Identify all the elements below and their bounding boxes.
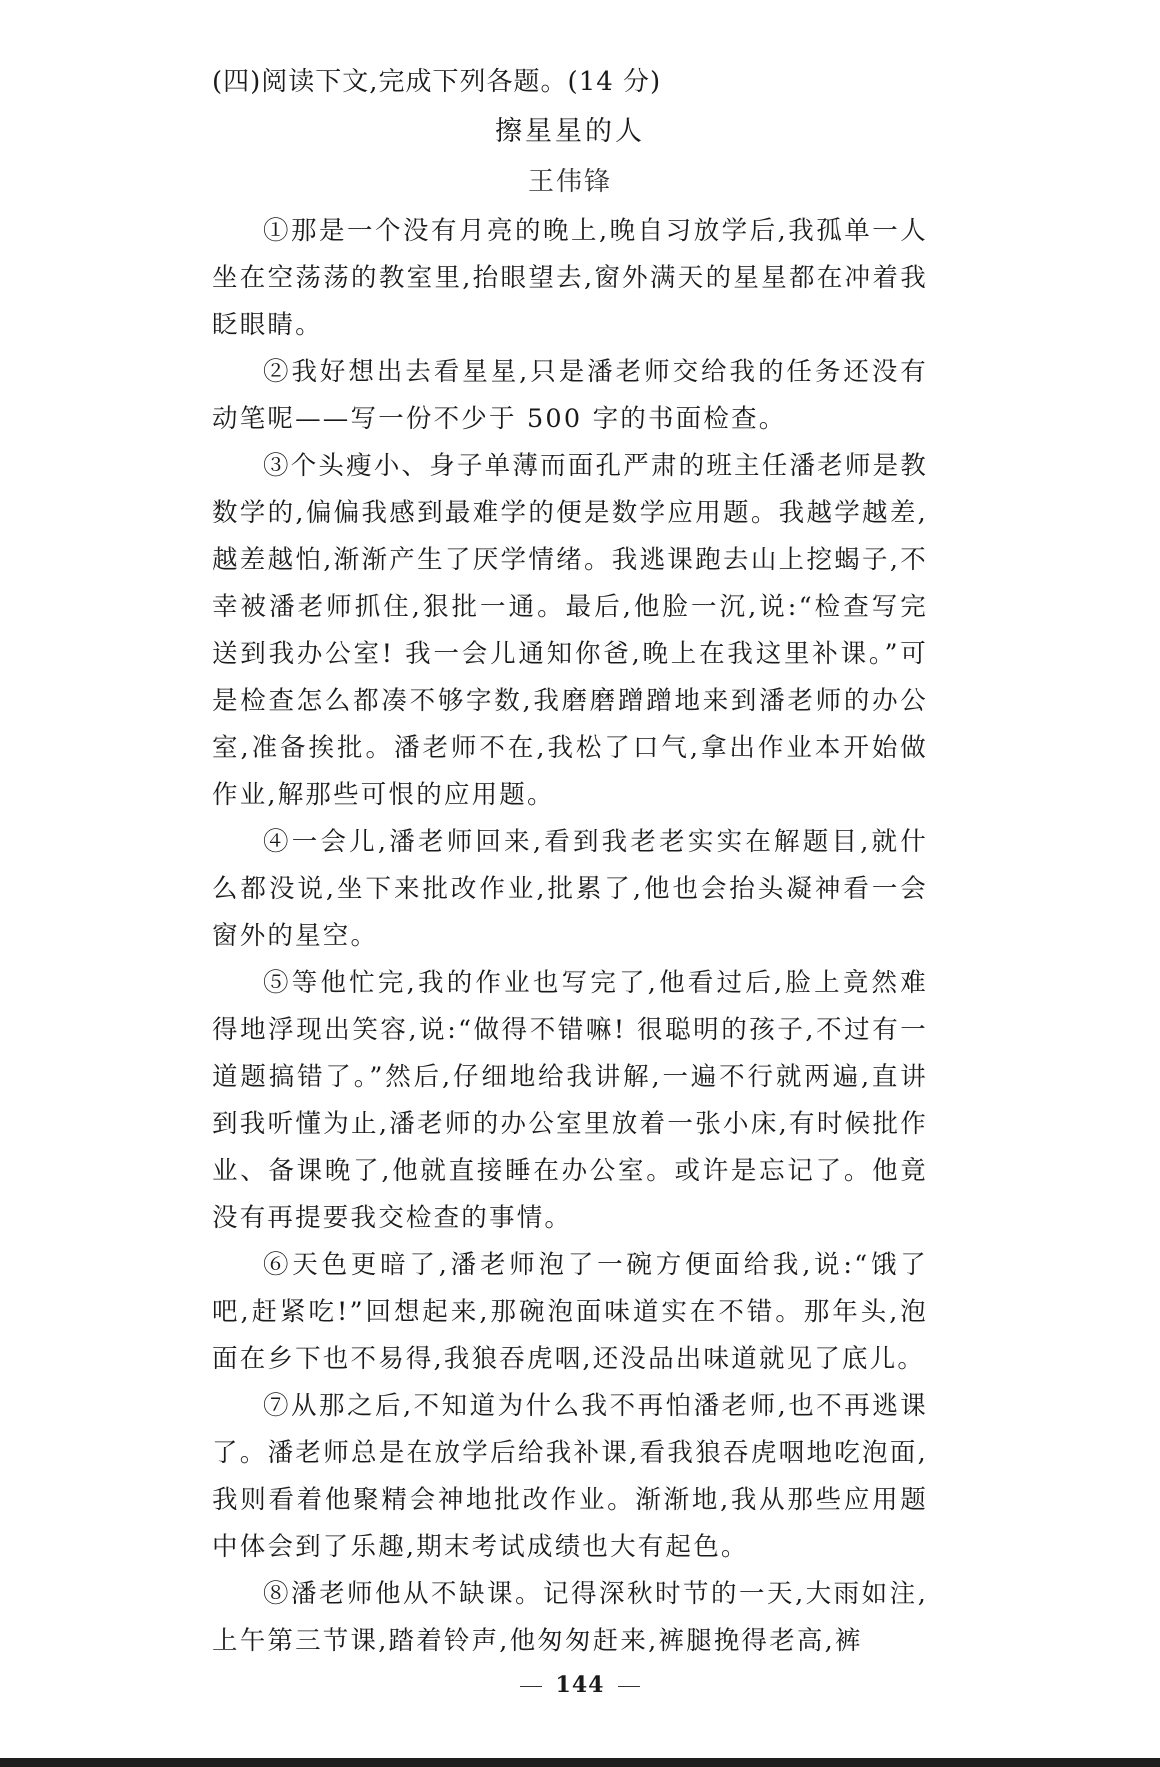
paragraph-4: ④一会儿,潘老师回来,看到我老老实实在解题目,就什么都没说,坐下来批改作业,批累了,他也会抬头凝神看一会窗外的星空。 <box>212 827 928 951</box>
bottom-edge-bar <box>0 1758 1160 1767</box>
paragraph-1: ①那是一个没有月亮的晚上,晚自习放学后,我孤单一人坐在空荡荡的教室里,抬眼望去,窗外满天的星星都在冲着我眨眼睛。 <box>212 216 928 340</box>
paragraph-3: ③个头瘦小、身子单薄而面孔严肃的班主任潘老师是教数学的,偏偏我感到最难学的便是数学应用题。我越学越差,越差越怕,渐渐产生了厌学情绪。我逃课跑去山上挖蝎子,不幸被潘老师抓住,狠批一通。最后,他脸一沉,说:“检查写完送到我办公室! 我一会儿通知你爸,晚上在我这里补课。”可是检查怎么都凑不够字数,我磨磨蹭蹭地来到潘老师的办公室,准备挨批。潘老师不在,我松了口气,拿出作业本开始做作业,解那些可恨的应用题。 <box>212 451 928 810</box>
paragraph-5: ⑤等他忙完,我的作业也写完了,他看过后,脸上竟然难得地浮现出笑容,说:“做得不错嘛! 很聪明的孩子,不过有一道题搞错了。”然后,仔细地给我讲解,一遍不行就两遍,直讲到我听懂为止,潘老师的办公室里放着一张小床,有时候批作业、备课晚了,他就直接睡在办公室。或许是忘记了。他竟没有再提要我交检查的事情。 <box>212 968 928 1233</box>
paragraph-2: ②我好想出去看星星,只是潘老师交给我的任务还没有动笔呢——写一份不少于 500 字的书面检查。 <box>212 357 928 434</box>
article-body <box>212 58 928 1665</box>
paragraph-6: ⑥天色更暗了,潘老师泡了一碗方便面给我,说:“饿了吧,赶紧吃!”回想起来,那碗泡面味道实在不错。那年头,泡面在乡下也不易得,我狼吞虎咽,还没品出味道就见了底儿。 <box>212 1250 928 1374</box>
article-title: 擦星星的人 <box>495 116 645 147</box>
footer-dash-left <box>520 1686 542 1687</box>
footer-dash-right <box>618 1686 640 1687</box>
section-header: (四)阅读下文,完成下列各题。(14 分) <box>212 67 662 97</box>
paragraph-8: ⑧潘老师他从不缺课。记得深秋时节的一天,大雨如注,上午第三节课,踏着铃声,他匆匆赶来,裤腿挽得老高,裤 <box>212 1579 928 1656</box>
article-author: 王伟锋 <box>527 167 612 197</box>
page-number: 144 <box>555 1672 605 1698</box>
page-footer <box>0 1672 1160 1698</box>
paragraph-7: ⑦从那之后,不知道为什么我不再怕潘老师,也不再逃课了。潘老师总是在放学后给我补课,看我狼吞虎咽地吃泡面,我则看着他聚精会神地批改作业。渐渐地,我从那些应用题中体会到了乐趣,期末考试成绩也大有起色。 <box>212 1391 928 1562</box>
